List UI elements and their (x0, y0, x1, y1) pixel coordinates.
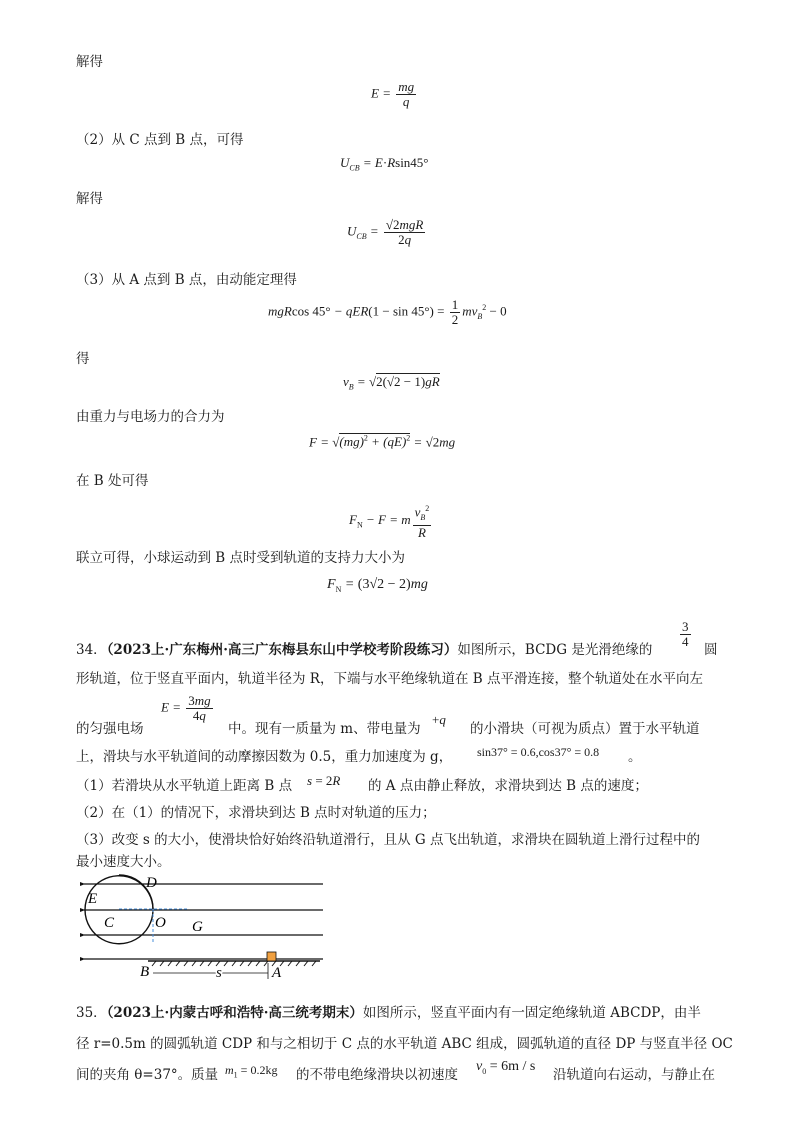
label-A: A (272, 965, 282, 981)
q34-line2: 形轨道，位于竖直平面内，轨道半径为 R，下端与水平绝缘轨道在 B 点平滑连接，整个轨道处在水平向左 (76, 671, 703, 687)
q35-line3b: 的不带电绝缘滑块以初速度 (296, 1067, 458, 1083)
label-G: G (192, 919, 203, 935)
q34-sub1-end: 的 A 点由静止释放，求滑块到达 B 点的速度； (368, 778, 648, 794)
q34-source: （2023上·广东梅州·高三广东梅县东山中学校考阶段练习） (106, 642, 458, 658)
label-D: D (146, 875, 157, 891)
formula-FN-result: $F_N = (3√2 - 2)mg$ (327, 577, 428, 594)
q34-line3 (76, 719, 144, 739)
label-B: B (140, 964, 150, 980)
label-E: E (88, 891, 98, 907)
q34-yuan: 圆 (704, 642, 718, 658)
step-3-text: （3）从 A 点到 B 点，由动能定理得 (76, 272, 297, 288)
formula-UCB-result: $U_{CB}$ = $\frac{\text{√2mgR}}{2q}$ (347, 217, 424, 247)
q34-line1 (76, 640, 652, 660)
formula-F: F = √(mg)$^2$ + (qE)$^2$ = √2mg (309, 434, 456, 450)
solve-label-1: 解得 (76, 54, 103, 70)
q35-line2: 径 r=0.5m 的圆弧轨道 CDP 和与之相切于 C 点的水平轨道 ABC 组成，圆弧轨道的直径 DP 与竖直半径 OC (76, 1036, 733, 1052)
q34-line4-end: 。 (628, 749, 642, 765)
q34-text-3a: 的匀强电场 (76, 721, 144, 737)
label-O: O (155, 915, 166, 931)
label-s: s (216, 965, 222, 981)
formula-UCB: $U_{CB} = E\cdot Rsin45^\circ$ (340, 155, 429, 173)
formula-E: E = $\frac{mg}{q}$ (371, 79, 415, 109)
conclusion-text: 联立可得，小球运动到 B 点时受到轨道的支持力大小为 (76, 550, 406, 566)
formula-charge: +q (432, 712, 446, 727)
step-2-text: （2）从 C 点到 B 点，可得 (76, 132, 244, 148)
formula-trig: sin37° = 0.6,cos37° = 0.8 (477, 745, 600, 759)
label-C: C (104, 915, 115, 931)
q34-sub3: （3）改变 s 的大小，使滑块恰好始终沿轨道滑行，且从 G 点飞出轨道，求滑块在圆轨道上滑行过程中的 (76, 832, 700, 848)
formula-s: s = 2R (307, 773, 341, 788)
q34-line4: 上，滑块与水平轨道间的动摩擦因数为 0.5，重力加速度为 g， (76, 749, 453, 765)
formula-FN: $F_N - F = m$ $\frac{v_B^2}{R}$ (349, 504, 430, 540)
q34-figure (80, 873, 330, 985)
q35-line3a: 间的夹角 θ=37°。质量 (76, 1067, 219, 1083)
q34-sub2: （2）在（1）的情况下，求滑块到达 B 点时对轨道的压力； (76, 805, 436, 821)
formula-vB: $v_B = √2(√2 - 1)gR$ (343, 374, 440, 392)
q34-fraction (678, 620, 693, 649)
formula-v0: $v_0 = 6m / s$ (476, 1059, 536, 1076)
q34-text-3c: 的小滑块（可视为质点）置于水平轨道 (470, 721, 700, 737)
q35-text-1: 如图所示，竖直平面内有一固定绝缘轨道 ABCDP，由半 (362, 1005, 701, 1021)
q34-sub1: （1）若滑块从水平轨道上距离 B 点 (76, 778, 293, 794)
formula-m1: $m_1 = 0.2kg$ (225, 1063, 278, 1080)
q35-number: 35． (76, 1005, 107, 1021)
solve-label-2: 解得 (76, 191, 103, 207)
q35-source: （2023上·内蒙古呼和浩特·高三统考期末） (106, 1005, 363, 1021)
q34-frac-num: 3 (682, 619, 689, 634)
at-B-text: 在 B 处可得 (76, 473, 149, 489)
q35-line1 (76, 1003, 701, 1023)
q34-sub3-end: 最小速度大小。 (76, 854, 171, 870)
q34-text-3b: 中。现有一质量为 m、带电量为 (228, 721, 421, 737)
slider-block (267, 952, 276, 961)
formula-energy: mgRcos 45° − qER(1 − sin 45°) = $\frac{1}{2}$ $mv_B^2 - 0$ (268, 297, 507, 327)
formula-E-field: E = $\frac{3mg}{4q}$ (161, 693, 211, 723)
q35-line3c: 沿轨道向右运动，与静止在 (553, 1067, 715, 1083)
q34-number: 34． (76, 642, 107, 658)
de-label: 得 (76, 351, 90, 367)
q34-frac-den: 4 (682, 634, 689, 649)
q34-text-1: 如图所示，BCDG 是光滑绝缘的 (457, 642, 653, 658)
combined-force-text: 由重力与电场力的合力为 (76, 409, 225, 425)
